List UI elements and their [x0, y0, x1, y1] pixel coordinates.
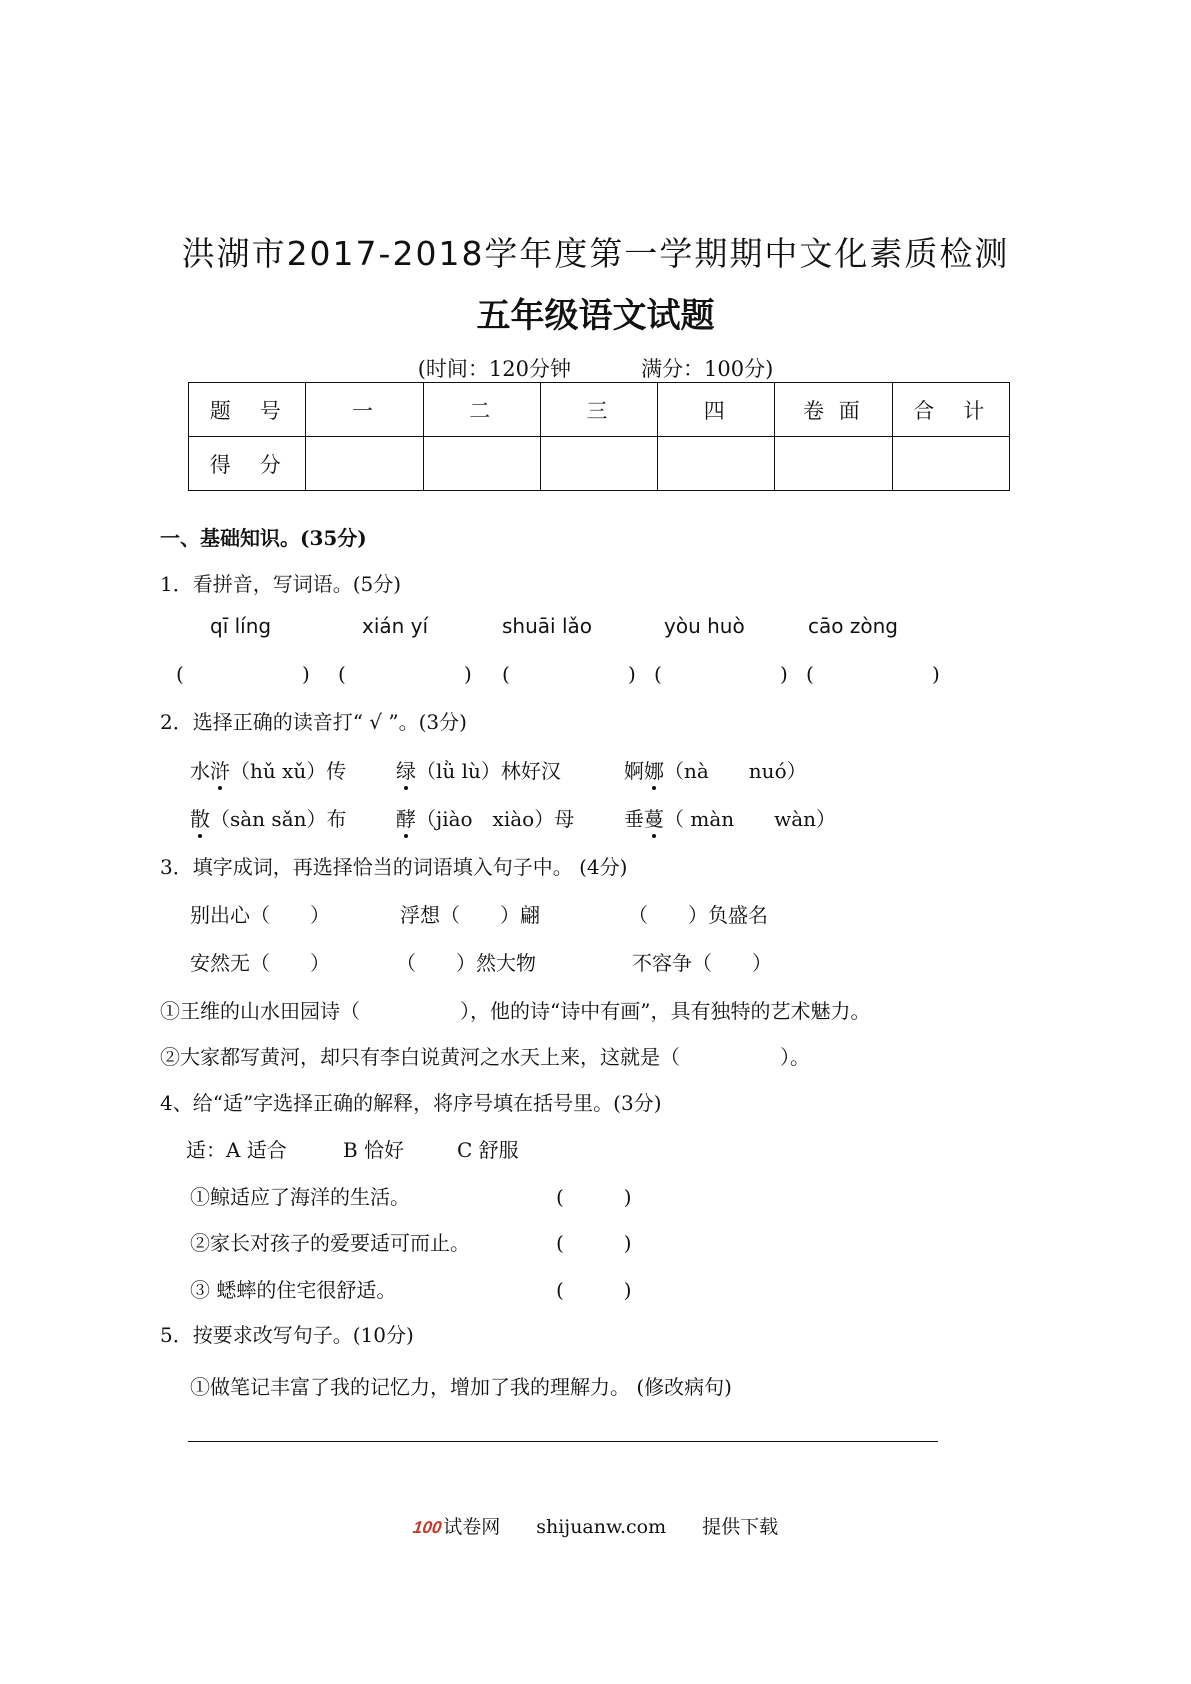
q4-answer-paren[interactable]: ( ): [556, 1278, 632, 1302]
score-table-score-row: [189, 437, 1010, 491]
q1-answer-blank-close: ): [302, 662, 310, 686]
q3-word-blank[interactable]: 安然无（ ）: [190, 951, 330, 975]
score-input-cell[interactable]: [658, 437, 775, 491]
q1-answer-blank-close: ): [628, 662, 636, 686]
q2-item-dotted-char: 蔓: [644, 803, 664, 832]
q1-prompt: 1．看拼音，写词语。(5分): [160, 572, 402, 596]
q5-sentence: ①做笔记丰富了我的记忆力，增加了我的理解力。 (修改病句): [190, 1375, 732, 1399]
q2-item-pre: 婀: [624, 759, 644, 783]
q1-answer-blank[interactable]: (: [502, 662, 510, 686]
exam-time-info: [0, 353, 1191, 383]
q4-prompt: 4、给“适”字选择正确的解释，将序号填在括号里。(3分): [160, 1091, 662, 1115]
q4-option: B 恰好: [343, 1138, 405, 1162]
exam-subtitle: 五年级语文试题: [476, 296, 715, 336]
score-input-cell[interactable]: [306, 437, 423, 491]
q2-item[interactable]: [624, 755, 807, 784]
q2-item-post: （nà nuó）: [664, 759, 807, 783]
q3-sentence[interactable]: ②大家都写黄河，却只有李白说黄河之水天上来，这就是（ ）。: [160, 1045, 810, 1069]
exam-title: 洪湖市2017-2018学年度第一学期期中文化素质检测: [181, 234, 1010, 273]
q3-word-blank[interactable]: （ ）负盛名: [628, 903, 768, 927]
q3-word-blank[interactable]: 不容争（ ）: [632, 951, 772, 975]
site-name: 试卷网: [443, 1516, 501, 1538]
q2-item-dotted-char: 绿: [396, 755, 416, 784]
q2-item-dotted-char: 娜: [644, 755, 664, 784]
score-table-cell: 二: [423, 383, 540, 437]
footer: [0, 1512, 1191, 1539]
q2-item[interactable]: [396, 755, 561, 784]
q2-item-pre: 垂: [624, 807, 644, 831]
q3-word-blank[interactable]: （ ）然大物: [396, 951, 536, 975]
score-table-cell: 合 计: [892, 383, 1009, 437]
score-input-cell[interactable]: [423, 437, 540, 491]
answer-line[interactable]: [188, 1441, 938, 1442]
q2-item-post: （ màn wàn）: [664, 807, 837, 831]
q4-answer-paren[interactable]: ( ): [556, 1231, 632, 1255]
q3-sentence[interactable]: ①王维的山水田园诗（ ），他的诗“诗中有画”，具有独特的艺术魅力。: [160, 999, 871, 1023]
score-input-cell[interactable]: [540, 437, 657, 491]
q2-prompt: 2．选择正确的读音打“ √ ”。(3分): [160, 710, 467, 734]
q1-pinyin: shuāi lǎo: [502, 614, 592, 638]
q1-answer-blank[interactable]: (: [654, 662, 662, 686]
score-input-cell[interactable]: [775, 437, 892, 491]
q2-item[interactable]: [396, 803, 574, 832]
q2-item[interactable]: [624, 803, 836, 832]
score-table-cell: 题 号: [189, 383, 306, 437]
q2-item-dotted-char: 酵: [396, 803, 416, 832]
site-logo: 100: [411, 1518, 443, 1537]
score-table-cell: 一: [306, 383, 423, 437]
site-url[interactable]: shijuanw.com: [536, 1516, 667, 1538]
q2-item-post: （hǔ xǔ）传: [230, 759, 347, 783]
q1-answer-blank[interactable]: (: [338, 662, 346, 686]
q1-answer-blank[interactable]: (: [806, 662, 814, 686]
q1-answer-blank[interactable]: (: [176, 662, 184, 686]
score-table: [188, 382, 1010, 491]
score-table-cell: 四: [658, 383, 775, 437]
q4-item: ①鲸适应了海洋的生活。: [190, 1185, 410, 1209]
q1-answer-blank-close: ): [780, 662, 788, 686]
q1-answer-blank-close: ): [464, 662, 472, 686]
q1-pinyin: cāo zòng: [808, 614, 898, 638]
q2-item[interactable]: [190, 803, 347, 832]
q4-answer-paren[interactable]: ( ): [556, 1185, 632, 1209]
q2-item-dotted-char: 浒: [210, 755, 230, 784]
q2-item-dotted-char: 散: [190, 803, 210, 832]
exam-full-score: 满分：100分): [641, 357, 774, 381]
q4-item: ②家长对孩子的爱要适可而止。: [190, 1231, 470, 1255]
q2-item-post: （jiào xiào）母: [416, 807, 575, 831]
q1-pinyin: qī líng: [210, 614, 272, 638]
q3-word-blank[interactable]: 浮想（ ）翩: [400, 903, 540, 927]
q4-option: 适：A 适合: [186, 1138, 287, 1162]
q5-prompt: 5．按要求改写句子。(10分): [160, 1323, 414, 1347]
download-note: 提供下载: [702, 1516, 779, 1538]
score-table-cell: 三: [540, 383, 657, 437]
score-table-header-row: [189, 383, 1010, 437]
q2-item[interactable]: [190, 755, 346, 784]
q2-item-post: （lǜ lù）林好汉: [416, 759, 561, 783]
q4-item: ③ 蟋蟀的住宅很舒适。: [190, 1278, 397, 1302]
exam-time: (时间：120分钟: [417, 357, 571, 381]
score-input-cell[interactable]: [892, 437, 1009, 491]
q1-pinyin: xián yí: [362, 614, 429, 638]
q1-pinyin: yòu huò: [664, 614, 745, 638]
q3-prompt: 3．填字成词，再选择恰当的词语填入句子中。 (4分): [160, 855, 628, 879]
score-table-cell: 卷 面: [775, 383, 892, 437]
q4-option: C 舒服: [457, 1138, 519, 1162]
q1-answer-blank-close: ): [932, 662, 940, 686]
q3-word-blank[interactable]: 别出心（ ）: [190, 903, 330, 927]
section1-heading: 一、基础知识。(35分): [160, 526, 367, 550]
score-table-cell: 得 分: [189, 437, 306, 491]
q2-item-pre: 水: [190, 759, 210, 783]
q2-item-post: （sàn sǎn）布: [210, 807, 347, 831]
